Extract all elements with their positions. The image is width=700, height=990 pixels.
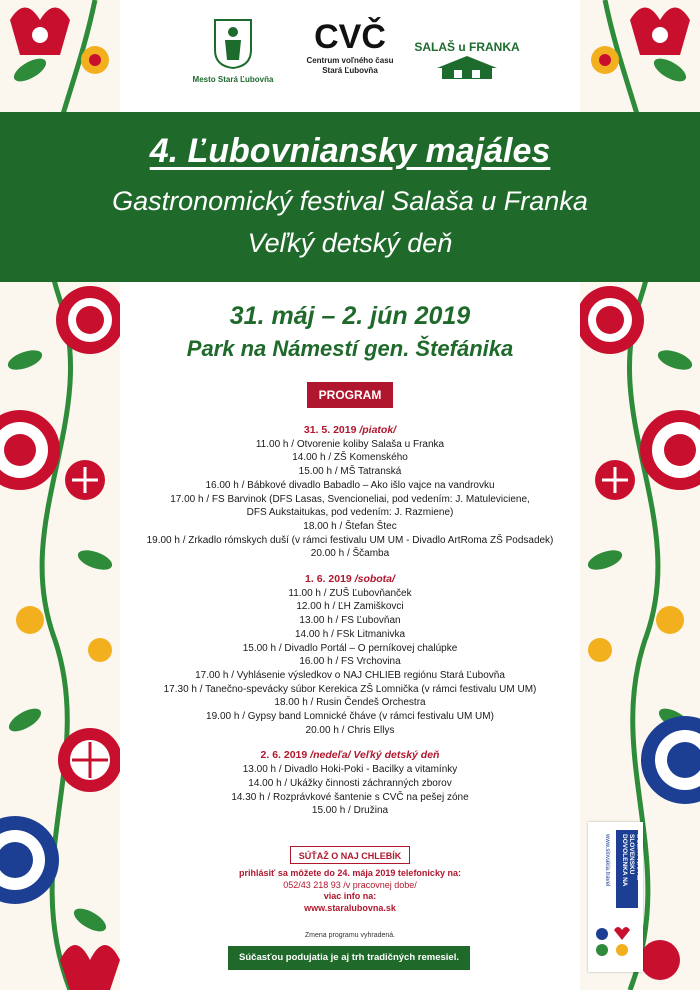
sk-card-line3: DOBRÝ NÁPAD (635, 834, 642, 881)
program-item: 15.00 h / Družina (311, 805, 389, 817)
program-list (120, 424, 580, 818)
program-change-notice: Zmena programu vyhradená. (304, 932, 396, 939)
cvc-logo (290, 18, 410, 76)
day-section-2 (120, 573, 580, 737)
program-item: 11.00 h / Otvorenie koliby Salaša u Franka (255, 438, 445, 450)
contest-info (120, 868, 580, 914)
day-heading (120, 749, 580, 763)
event-dates: 31. máj – 2. jún 2019 (229, 302, 471, 330)
event-place: Park na Námestí gen. Štefánika (186, 336, 514, 361)
sk-card-line2: SLOVENSKU (628, 834, 635, 875)
program-item: 19.00 h / Zrkadlo rómskych duší (v rámci festivalu UM UM - Divadlo ArtRoma ZŠ Podsadek) (146, 534, 554, 546)
program-item: 14.30 h / Rozprávkové šantenie s CVČ na pešej zóne (231, 791, 469, 803)
city-crest-icon (213, 18, 253, 70)
day-section-1 (120, 424, 580, 561)
program-item: 16.00 h / FS Vrchovina (299, 656, 401, 668)
program-item: 16.00 h / Bábkové divadlo Babadlo – Ako išlo vajce na vandrovku (205, 479, 495, 491)
salas-logo (412, 18, 522, 85)
cvc-label-line1: Centrum voľného času (306, 56, 394, 65)
day-date: 1. 6. 2019 (305, 573, 352, 586)
program-item: 11.00 h / ZUŠ Ľubovňanček (288, 587, 412, 599)
day-weekday: /nedeľa/ Veľký detský deň (310, 749, 440, 762)
program-item: 20.00 h / Ščamba (310, 548, 390, 560)
program-item: 17.30 h / Tanečno-spevácky súbor Kerekica ZŠ Lomnička (v rámci festivalu UM UM) (163, 683, 537, 695)
sk-card-line1: DOVOLENKA NA (621, 834, 628, 887)
program-item: 19.00 h / Gypsy band Lomnické čháve (v rámci festivalu UM UM) (206, 711, 494, 723)
day-section-3 (120, 749, 580, 818)
contest-badge: SÚŤAŽ O NAJ CHLEBÍK (290, 846, 410, 864)
contest-line-1: prihlásiť sa môžete do 24. mája 2019 telefonicky na: (239, 868, 461, 878)
program-item: 20.00 h / Chris Ellys (305, 724, 395, 736)
day-date: 2. 6. 2019 (260, 749, 308, 762)
program-item: 13.00 h / FS Ľubovňan (299, 615, 401, 627)
contest-line-4[interactable]: www.staralubovna.sk (304, 902, 396, 913)
event-subtitle-festival: Gastronomický festival Salaša u Franka (112, 186, 588, 216)
logo-row (120, 18, 580, 98)
day-weekday: /piatok/ (359, 424, 397, 436)
program-item: 15.00 h / Divadlo Portál – O perníkovej chalúpke (242, 642, 458, 654)
cvc-mark: CVČ (314, 18, 386, 56)
program-item: DFS Aukstaitukas, pod vedením: J. Razmiene) (246, 507, 454, 519)
slovakia-travel-graphic (588, 822, 643, 972)
crafts-market-banner: Súčasťou podujatia je aj trh tradičných remesiel. (228, 946, 470, 970)
cvc-label-line2: Stará Ľubovňa (322, 66, 378, 75)
contest-line-3: viac info na: (323, 891, 377, 901)
program-item: 18.00 h / Štefan Štec (303, 520, 397, 532)
slovakia-travel-card (588, 822, 643, 972)
salas-house-icon (432, 54, 502, 80)
day-weekday: /sobota/ (354, 573, 395, 586)
program-item: 12.00 h / ĽH Zamiškovci (296, 601, 404, 613)
program-badge: PROGRAM (307, 382, 393, 408)
event-subtitle-kids-day: Veľký detský deň (247, 228, 453, 258)
day-date: 31. 5. 2019 (303, 424, 357, 436)
sk-card-url: www.slovakia.travel (604, 834, 610, 887)
contest-line-2: 052/43 218 93 /v pracovnej dobe/ (283, 879, 417, 890)
city-logo (188, 18, 278, 85)
program-item: 14.00 h / Ukážky činnosti záchranných zborov (248, 777, 452, 789)
city-logo-label: Mesto Stará Ľubovňa (192, 75, 274, 84)
program-item: 14.00 h / FSk Litmanivka (294, 628, 406, 640)
event-title: 4. Ľubovniansky majáles (149, 132, 551, 170)
salas-mark: SALAŠ u FRANKA (414, 40, 520, 54)
program-item: 15.00 h / MŠ Tatranská (298, 466, 402, 478)
program-item: 13.00 h / Divadlo Hoki-Poki - Bacilky a vitamínky (242, 764, 458, 776)
program-item: 17.00 h / Vyhlásenie výsledkov o NAJ CHLIEB regiónu Stará Ľubovňa (195, 669, 505, 681)
program-item: 14.00 h / ZŠ Komenského (292, 452, 408, 464)
day-heading (120, 424, 580, 438)
program-item: 17.00 h / FS Barvinok (DFS Lasas, Svencioneliai, pod vedením: J. Matuleviciene, (170, 493, 530, 505)
program-item: 18.00 h / Rusin Čendeš Orchestra (274, 697, 426, 709)
day-heading (120, 573, 580, 587)
